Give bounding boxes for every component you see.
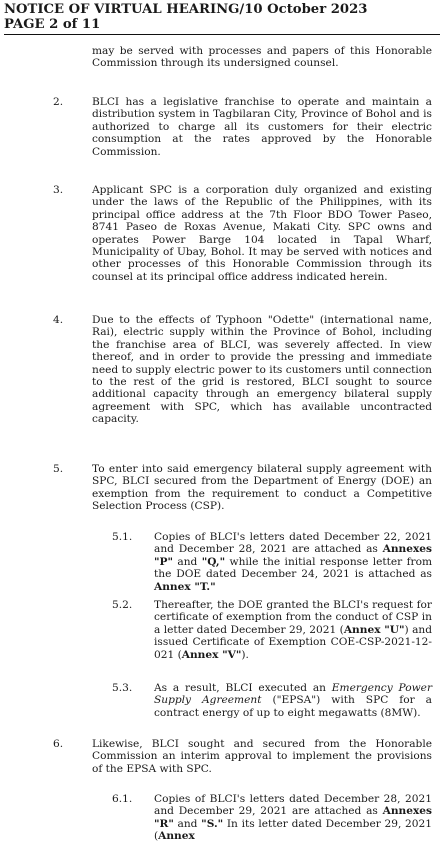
paragraph-5-3-number: 5.3. [112,682,133,694]
paragraph-3-number: 3. [53,184,64,196]
document-header [4,2,440,35]
paragraph-4-text: Due to the effects of Typhoon "Odette" (international name, Rai), electric supply within the Province of Bohol, including the franchise area of BLCI, was severely affected. In view thereof, and in order to provide the pressing and immediate need to supply electric power to its customers until connection to the rest of the grid is restored, BLCI sought to source additional capacity through an emergency bilateral supply agreement with SPC, which has available uncontracted capacity. [92,314,432,426]
paragraph-continuation: may be served with processes and papers of this Honorable Commission through its undersigned counsel. [92,45,432,70]
paragraph-5-2-number: 5.2. [112,599,133,611]
notice-title: NOTICE OF VIRTUAL HEARING/10 October 2023 [4,2,368,17]
paragraph-5-number: 5. [53,463,64,475]
paragraph-5-1-text: Copies of BLCI's letters dated December 22, 2021 and December 28, 2021 are attached as Annexes "P" and "Q," while the initial response letter from the DOE dated December 24, 2021 is attached as Annex "T." [154,531,433,593]
paragraph-3-text: Applicant SPC is a corporation duly organized and existing under the laws of the Republic of the Philippines, with its principal office address at the 7th Floor BDO Tower Paseo, 8741 Paseo de Roxas Avenue, Makati City. SPC owns and operates Power Barge 104 located in Tapal Wharf, Municipality of Ubay, Bohol. It may be served with notices and other processes of this Honorable Commission through its counsel at its principal office address indicated herein. [92,184,432,283]
page-number: PAGE 2 of 11 [4,17,101,32]
paragraph-5-2-text: Thereafter, the DOE granted the BLCI's request for certificate of exemption from the conduct of CSP in a letter dated December 29, 2021 (Annex "U") and issued Certificate of Exemption COE-CSP-2021-12-021 (Annex "V"). [154,599,433,661]
paragraph-5-text: To enter into said emergency bilateral supply agreement with SPC, BLCI secured from the Department of Energy (DOE) an exemption from the requirement to conduct a Competitive Selection Process (CSP). [92,463,432,513]
paragraph-6-1-number: 6.1. [112,793,133,805]
paragraph-6-number: 6. [53,738,64,750]
paragraph-2-text: BLCI has a legislative franchise to operate and maintain a distribution system in Tagbilaran City, Province of Bohol and is authorized to charge all its customers for their electric consumption at the rates approved by the Honorable Commission. [92,96,432,158]
paragraph-6-text: Likewise, BLCI sought and secured from the Honorable Commission an interim approval to implement the provisions of the EPSA with SPC. [92,738,432,775]
paragraph-6-1-text: Copies of BLCI's letters dated December 28, 2021 and December 29, 2021 are attached as Annexes "R" and "S." In its letter dated December 29, 2021 (Annex [154,793,432,843]
paragraph-2-number: 2. [53,96,64,108]
paragraph-5-1-number: 5.1. [112,531,133,543]
paragraph-5-3-text: As a result, BLCI executed an Emergency Power Supply Agreement ("EPSA") with SPC for a contract energy of up to eight megawatts (8MW). [154,682,433,719]
paragraph-4-number: 4. [53,314,64,326]
